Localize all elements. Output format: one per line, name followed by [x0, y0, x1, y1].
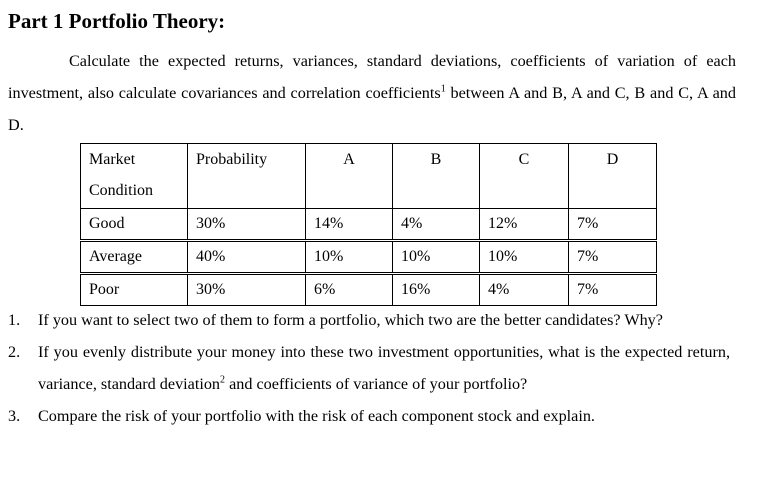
intro-text: Calculate the expected returns, variances, standard deviations, coefficients of variation of each investment, also calculate covariances and correlation coefficients: [8, 52, 736, 102]
footnote-marker-2: 2: [220, 374, 226, 386]
table-row: [81, 274, 657, 306]
cell-probability: 30%: [188, 274, 306, 306]
cell-condition: Good: [81, 209, 188, 241]
question-number: 2.: [8, 343, 21, 361]
question-text: If you evenly distribute your money into these two investment opportunities, what is the expected return, variance, standard deviation: [38, 343, 730, 393]
cell-c: 10%: [480, 241, 569, 274]
section-title: Part 1 Portfolio Theory:: [8, 9, 226, 33]
returns-table: [80, 143, 657, 306]
header-a: A: [306, 144, 393, 209]
question-item: [0, 400, 730, 432]
cell-a: 10%: [306, 241, 393, 274]
cell-a: 6%: [306, 274, 393, 306]
question-text: Compare the risk of your portfolio with the risk of each component stock and explain.: [38, 407, 595, 425]
footnote-marker-1: 1: [440, 83, 446, 95]
cell-c: 4%: [480, 274, 569, 306]
cell-d: 7%: [569, 241, 657, 274]
cell-probability: 40%: [188, 241, 306, 274]
header-d: D: [569, 144, 657, 209]
question-number: 1.: [8, 311, 21, 329]
cell-c: 12%: [480, 209, 569, 241]
intro-text-end: between A and B, A and C, B and C, A and D.: [8, 84, 736, 134]
cell-d: 7%: [569, 209, 657, 241]
header-c: C: [480, 144, 569, 209]
cell-b: 16%: [393, 274, 480, 306]
question-text: If you want to select two of them to form a portfolio, which two are the better candidates? Why?: [38, 311, 663, 329]
cell-b: 10%: [393, 241, 480, 274]
cell-a: 14%: [306, 209, 393, 241]
cell-d: 7%: [569, 274, 657, 306]
question-text-end: and coefficients of variance of your portfolio?: [225, 375, 528, 393]
header-probability: Probability: [188, 144, 306, 209]
question-number: 3.: [8, 407, 21, 425]
cell-b: 4%: [393, 209, 480, 241]
cell-condition: Average: [81, 241, 188, 274]
header-market-condition: Market Condition: [81, 144, 188, 209]
question-item: [0, 304, 730, 336]
question-list: [0, 304, 730, 432]
intro-paragraph: [8, 45, 736, 141]
cell-condition: Poor: [81, 274, 188, 306]
cell-probability: 30%: [188, 209, 306, 241]
question-item: [0, 336, 730, 400]
table-row: [81, 209, 657, 241]
table-header-row: [81, 144, 657, 209]
table-row: [81, 241, 657, 274]
header-b: B: [393, 144, 480, 209]
